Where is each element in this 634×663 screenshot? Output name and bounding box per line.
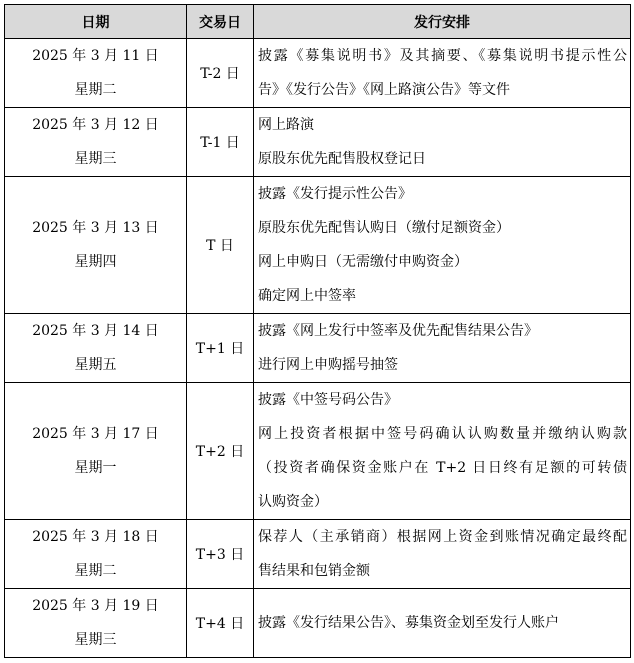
plan-line: 网上申购日（无需缴付申购资金） xyxy=(258,254,468,270)
plan-line: 售结果和包销金额 xyxy=(258,563,370,579)
trade-day-cell: T+2 日 xyxy=(187,383,254,520)
plan-line: 网上路演 xyxy=(258,117,314,133)
plan-cell xyxy=(254,383,631,520)
header-trade-day: 交易日 xyxy=(187,5,254,39)
plan-line: 披露《网上发行中签率及优先配售结果公告》 xyxy=(258,323,538,339)
plan-line: 告》《发行公告》《网上路演公告》等文件 xyxy=(258,82,510,98)
date-text: 2025 年 3 月 11 日 xyxy=(32,48,159,64)
trade-day-cell: T+1 日 xyxy=(187,314,254,383)
table-row xyxy=(5,314,631,383)
header-date: 日期 xyxy=(5,5,187,39)
table-header-row xyxy=(5,5,631,39)
plan-line: 确定网上中签率 xyxy=(258,288,356,304)
date-text: 2025 年 3 月 18 日 xyxy=(32,529,159,545)
weekday-text: 星期二 xyxy=(74,82,117,98)
date-text: 2025 年 3 月 19 日 xyxy=(32,598,159,614)
weekday-text: 星期五 xyxy=(74,357,117,373)
date-cell xyxy=(5,520,187,589)
plan-line: 披露《中签号码公告》 xyxy=(258,392,398,408)
table-row xyxy=(5,520,631,589)
trade-day-cell: T-1 日 xyxy=(187,108,254,177)
date-cell xyxy=(5,314,187,383)
date-text: 2025 年 3 月 14 日 xyxy=(32,323,159,339)
plan-cell xyxy=(254,39,631,108)
plan-line: 原股东优先配售股权登记日 xyxy=(258,151,426,167)
table-row xyxy=(5,177,631,314)
weekday-text: 星期一 xyxy=(74,460,117,476)
date-cell xyxy=(5,177,187,314)
header-plan: 发行安排 xyxy=(254,5,631,39)
plan-line: 认购资金） xyxy=(258,494,328,510)
plan-line: 进行网上申购摇号抽签 xyxy=(258,357,398,373)
plan-line: 网上投资者根据中签号码确认认购数量并缴纳认购款 xyxy=(258,426,627,442)
plan-line: （投资者确保资金账户在 T+2 日日终有足额的可转债 xyxy=(258,460,627,476)
plan-line: 原股东优先配售认购日（缴付足额资金） xyxy=(258,220,510,236)
plan-cell xyxy=(254,108,631,177)
table-row xyxy=(5,383,631,520)
plan-cell xyxy=(254,177,631,314)
plan-cell xyxy=(254,589,631,658)
plan-cell xyxy=(254,314,631,383)
plan-cell xyxy=(254,520,631,589)
plan-line: 披露《发行结果公告》、募集资金划至发行人账户 xyxy=(258,615,559,631)
date-text: 2025 年 3 月 13 日 xyxy=(32,220,159,236)
trade-day-cell: T 日 xyxy=(187,177,254,314)
plan-line: 披露《募集说明书》及其摘要、《募集说明书提示性公 xyxy=(258,48,627,64)
date-cell xyxy=(5,589,187,658)
plan-line: 披露《发行提示性公告》 xyxy=(258,186,412,202)
weekday-text: 星期二 xyxy=(74,563,117,579)
table-row xyxy=(5,589,631,658)
plan-line: 保荐人（主承销商）根据网上资金到账情况确定最终配 xyxy=(258,529,627,545)
trade-day-cell: T-2 日 xyxy=(187,39,254,108)
weekday-text: 星期三 xyxy=(74,151,117,167)
date-cell xyxy=(5,383,187,520)
trade-day-cell: T+3 日 xyxy=(187,520,254,589)
date-text: 2025 年 3 月 17 日 xyxy=(32,426,159,442)
weekday-text: 星期三 xyxy=(74,632,117,648)
weekday-text: 星期四 xyxy=(74,254,117,270)
table-row xyxy=(5,108,631,177)
issuance-schedule-table xyxy=(4,4,631,658)
date-text: 2025 年 3 月 12 日 xyxy=(32,117,159,133)
trade-day-cell: T+4 日 xyxy=(187,589,254,658)
date-cell xyxy=(5,108,187,177)
date-cell xyxy=(5,39,187,108)
table-row xyxy=(5,39,631,108)
